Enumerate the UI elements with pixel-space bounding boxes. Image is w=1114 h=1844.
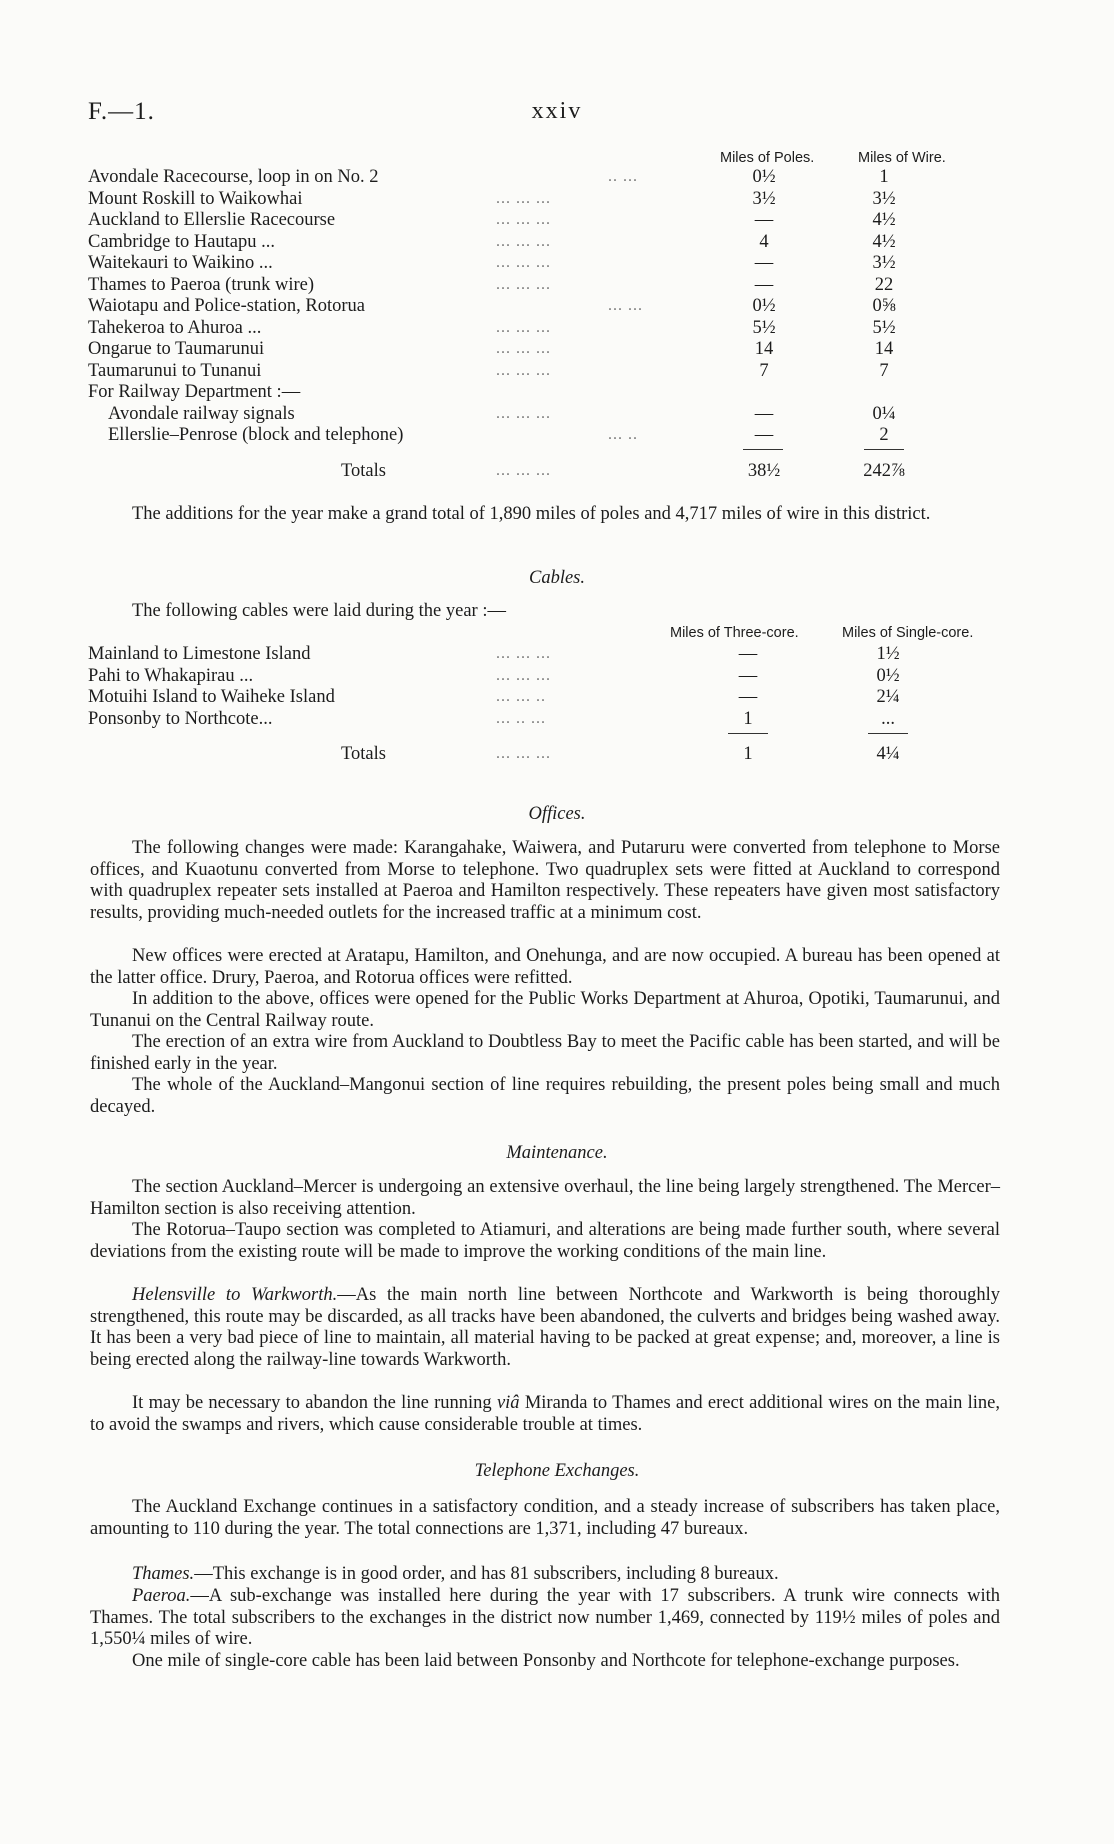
row-value-poles: 0½ xyxy=(752,296,776,316)
row-value-three: 1 xyxy=(743,708,753,729)
row-label: Ponsonby to Northcote... xyxy=(88,708,273,729)
table-row xyxy=(88,209,1008,231)
via-word: viâ xyxy=(496,1393,520,1413)
miranda-text-b: Miranda to Thames and erect additional wires on the main line, to avoid the swamps and rivers, which cause considerable trouble at times. xyxy=(90,1393,1000,1435)
cables-heading: Cables. xyxy=(528,568,585,588)
leader-dots: ... ... ... xyxy=(496,318,551,336)
row-value-three: — xyxy=(738,665,758,686)
row-value-three: — xyxy=(738,687,758,707)
row-value-wire: 1 xyxy=(879,167,889,187)
row-label: Auckland to Ellerslie Racecourse xyxy=(88,210,336,230)
maintenance-paragraph-4 xyxy=(90,1393,1000,1436)
leader-dots: ... ... ... xyxy=(496,666,551,684)
exchanges-paragraph-1: The Auckland Exchange continues in a satisfactory condition, and a steady increase of subscribers has taken place, amounting to 110 during the year. The total connections are 1,371, including 47 bureaux. xyxy=(90,1497,1000,1539)
leader-dots: ... ... ... xyxy=(496,232,551,250)
leader-dots: ... ... ... xyxy=(496,361,551,379)
table-row xyxy=(88,381,1008,403)
table-row xyxy=(88,166,1008,188)
offices-paragraph-1: The following changes were made: Karangahake, Waiwera, and Putaruru were converted from telephone to Morse offices, and Kuaotunu converted from Morse to telephone. Two quadruplex sets were fitted at Auckland to correspond with quadruplex repeater sets installed at Paeroa and Hamilton respectively. These repeaters have given most satisfactory results, providing much-needed outlets for the increased traffic at a minimum cost. xyxy=(90,838,1000,923)
thames-body: —This exchange is in good order, and has 81 subscribers, including 8 bureaux. xyxy=(194,1564,779,1584)
row-value-poles: — xyxy=(754,253,774,273)
row-label: Ellerslie–Penrose (block and telephone) xyxy=(108,425,404,445)
row-value-single: 1½ xyxy=(876,644,900,664)
leader-dots: ... ... ... xyxy=(496,462,551,479)
cables-table xyxy=(88,623,1008,773)
totals-poles: 38½ xyxy=(747,461,781,481)
page-number: xxiv xyxy=(531,98,583,124)
row-value-poles: 0½ xyxy=(752,167,776,187)
cables-totals-row xyxy=(88,743,1008,765)
row-value-poles: — xyxy=(754,274,774,295)
row-value-wire: 3½ xyxy=(872,188,896,209)
row-value-wire: 4½ xyxy=(872,231,896,252)
offices-paragraph-3: In addition to the above, offices were opened for the Public Works Department at Ahuroa, Opotiki, Taumarunui, and Tunanui on the Central Railway route. xyxy=(90,989,1000,1031)
row-label: Pahi to Whakapirau ... xyxy=(88,665,254,686)
exchanges-paragraph-2 xyxy=(90,1564,1000,1586)
row-value-wire: 0⅝ xyxy=(872,296,896,316)
leader-dots: ... ... ... xyxy=(496,275,551,293)
row-value-wire: 2 xyxy=(879,425,889,445)
cables-intro: The following cables were laid during the year :— xyxy=(132,601,506,621)
row-value-single: 2¼ xyxy=(876,687,900,707)
helensville-body: —As the main north line between Northcote and Warkworth is being thoroughly strengthened, this route may be discarded, as all tracks have been abandoned, the culverts and bridges being washed away. It has been a very bad piece of line to maintain, all material having to be packed at great expense; and, moreover, a line is being erected along the railway-line towards Warkworth. xyxy=(90,1285,1000,1370)
row-value-single: ... xyxy=(881,708,895,729)
table-row xyxy=(88,188,1008,210)
row-label: Mount Roskill to Waikowhai xyxy=(88,188,303,209)
table-row xyxy=(88,274,1008,296)
table-row xyxy=(88,252,1008,274)
row-value-wire: 4½ xyxy=(872,210,896,230)
row-value-poles: 14 xyxy=(754,339,774,359)
row-value-wire: 22 xyxy=(874,274,894,295)
leader-dots: ... ... .. xyxy=(496,688,546,705)
row-value-poles: — xyxy=(754,403,774,424)
paeroa-body: —A sub-exchange was installed here during the year with 17 subscribers. A trunk wire connects with Thames. The total subscribers to the exchanges in the district now number 1,469, connected by 119½ miles of poles and 1,550¼ miles of wire. xyxy=(90,1586,1000,1649)
exchanges-paragraph-3 xyxy=(90,1586,1000,1651)
row-label: Avondale Racecourse, loop in on No. 2 xyxy=(88,167,379,187)
page-header xyxy=(88,98,1026,128)
row-label: Tahekeroa to Ahuroa ... xyxy=(88,317,262,338)
row-label: Waitekauri to Waikino ... xyxy=(88,253,273,273)
table-row xyxy=(88,317,1008,339)
row-value-single: 0½ xyxy=(876,665,900,686)
offices-paragraph-5: The whole of the Auckland–Mangonui section of line requires rebuilding, the present poles being small and much decayed. xyxy=(90,1075,1000,1117)
col-header-wire: Miles of Wire. xyxy=(858,150,946,166)
offices-paragraph-4: The erection of an extra wire from Auckland to Doubtless Bay to meet the Pacific cable has been started, and will be finished early in the year. xyxy=(90,1032,1000,1074)
offices-heading: Offices. xyxy=(528,804,586,824)
row-label: Motuihi Island to Waiheke Island xyxy=(88,687,335,707)
table-row xyxy=(88,231,1008,253)
maintenance-paragraph-3 xyxy=(90,1285,1000,1371)
row-label: Waiotapu and Police-station, Rotorua xyxy=(88,296,365,316)
col-header-single-core: Miles of Single-core. xyxy=(842,625,974,641)
totals-rule-three xyxy=(728,733,768,734)
cables-totals-three: 1 xyxy=(743,744,753,764)
col-header-poles: Miles of Poles. xyxy=(720,150,815,166)
exchanges-heading: Telephone Exchanges. xyxy=(474,1461,640,1481)
leader-dots: ... ... ... xyxy=(496,254,551,271)
table-row xyxy=(88,686,1008,708)
table-row xyxy=(88,665,1008,687)
leader-dots: ... ... xyxy=(608,297,643,314)
col-header-three-core: Miles of Three-core. xyxy=(670,625,799,641)
row-label: Taumarunui to Tunanui xyxy=(88,360,262,381)
row-label: For Railway Department :— xyxy=(88,382,301,402)
row-value-poles: 5½ xyxy=(752,317,776,338)
summary-paragraph: The additions for the year make a grand total of 1,890 miles of poles and 4,717 miles of wire in this district. xyxy=(132,504,931,524)
offices-paragraph-2: New offices were erected at Aratapu, Hamilton, and Onehunga, and are now occupied. A bureau has been opened at the latter office. Drury, Paeroa, and Rotorua offices were refitted. xyxy=(90,946,1000,988)
page-reference: F.—1. xyxy=(88,98,155,125)
row-value-wire: 14 xyxy=(874,339,894,359)
row-value-poles: 4 xyxy=(759,231,769,252)
row-label: Avondale railway signals xyxy=(108,403,295,424)
table-row xyxy=(88,338,1008,360)
totals-rule-wire xyxy=(864,449,904,450)
exchanges-paragraph-4: One mile of single-core cable has been laid between Ponsonby and Northcote for telephone-exchange purposes. xyxy=(132,1651,960,1671)
leader-dots: ... ... ... xyxy=(496,645,551,662)
miranda-text-a: It may be necessary to abandon the line running xyxy=(132,1393,497,1413)
table-row xyxy=(88,360,1008,382)
row-label: Ongarue to Taumarunui xyxy=(88,339,265,359)
row-value-wire: 7 xyxy=(879,360,889,381)
maintenance-heading: Maintenance. xyxy=(506,1143,608,1163)
table-row xyxy=(88,403,1008,425)
leader-dots: ... ... ... xyxy=(496,745,551,762)
totals-label: Totals xyxy=(341,461,386,481)
row-value-poles: 3½ xyxy=(752,188,776,209)
lines-table xyxy=(88,148,1008,488)
row-label: Cambridge to Hautapu ... xyxy=(88,231,276,252)
leader-dots: .. ... xyxy=(608,168,638,185)
maintenance-paragraph-2: The Rotorua–Taupo section was completed to Atiamuri, and alterations are being made further south, where several deviations from the existing route will be made to improve the working conditions of the main line. xyxy=(90,1220,1000,1262)
cables-totals-single: 4¼ xyxy=(876,744,900,764)
row-value-wire: 3½ xyxy=(872,253,896,273)
helensville-subhead: Helensville to Warkworth. xyxy=(132,1285,338,1305)
leader-dots: ... ... ... xyxy=(496,189,551,207)
totals-rule-single xyxy=(868,733,908,734)
table-row xyxy=(88,424,1008,446)
cables-totals-label: Totals xyxy=(341,744,386,764)
leader-dots: ... ... ... xyxy=(496,404,551,422)
leader-dots: ... .. ... xyxy=(496,709,546,727)
leader-dots: ... ... ... xyxy=(496,340,551,357)
paeroa-subhead: Paeroa. xyxy=(132,1586,191,1606)
row-value-poles: 7 xyxy=(759,360,769,381)
leader-dots: ... .. xyxy=(608,426,638,443)
thames-subhead: Thames. xyxy=(132,1564,195,1584)
table-row xyxy=(88,643,1008,665)
leader-dots: ... ... ... xyxy=(496,211,551,228)
totals-wire: 242⅞ xyxy=(863,461,905,481)
table-row xyxy=(88,708,1008,730)
row-value-poles: — xyxy=(754,210,774,230)
row-value-wire: 0¼ xyxy=(872,403,896,424)
row-value-three: — xyxy=(738,644,758,664)
totals-row xyxy=(88,460,1008,482)
maintenance-paragraph-1: The section Auckland–Mercer is undergoing an extensive overhaul, the line being largely strengthened. The Mercer–Hamilton section is also receiving attention. xyxy=(90,1177,1000,1219)
row-value-poles: — xyxy=(754,425,774,445)
row-label: Thames to Paeroa (trunk wire) xyxy=(88,274,315,295)
table-row xyxy=(88,295,1008,317)
totals-rule-poles xyxy=(743,449,783,450)
row-value-wire: 5½ xyxy=(872,317,896,338)
row-label: Mainland to Limestone Island xyxy=(88,644,311,664)
